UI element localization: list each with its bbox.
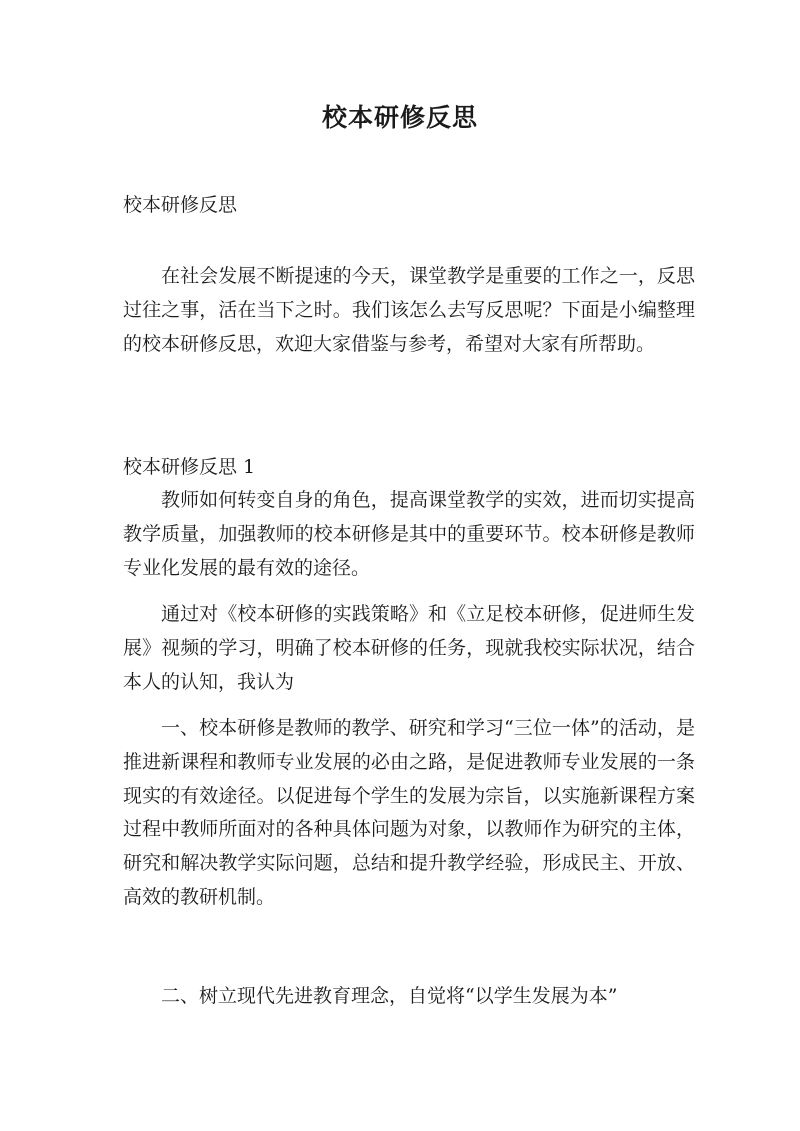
document-title: 校本研修反思 bbox=[321, 103, 478, 132]
document-subtitle: 校本研修反思 bbox=[123, 194, 238, 216]
body-paragraph-4: 二、树立现代先进教育理念，自觉将“以学生发展为本” bbox=[161, 985, 618, 1007]
intro-paragraph: 在社会发展不断提速的今天，课堂教学是重要的工作之一，反思过往之事，活在当下之时。我们该怎么去写反思呢？下面是小编整理的校本研修反思，欢迎大家借鉴与参考，希望对大家有所帮助。 bbox=[123, 265, 695, 355]
body-paragraph-3: 一、校本研修是教师的教学、研究和学习“三位一体”的活动，是推进新课程和教师专业发展的必由之路，是促进教师专业发展的一条现实的有效途径。以促进每个学生的发展为宗旨，以实施新课程方案过程中教师所面对的各种具体问题为对象，以教师作为研究的主体，研究和解决教学实际问题，总结和提升教学经验，形成民主、开放、高效的教研机制。 bbox=[123, 717, 695, 908]
section-heading: 校本研修反思 1 bbox=[123, 456, 256, 478]
body-paragraph-2: 通过对《校本研修的实践策略》和《立足校本研修，促进师生发展》视频的学习，明确了校本研修的任务，现就我校实际状况，结合本人的认知，我认为 bbox=[123, 603, 695, 693]
body-paragraph-1: 教师如何转变自身的角色，提高课堂教学的实效，进而切实提高教学质量，加强教师的校本研修是其中的重要环节。校本研修是教师专业化发展的最有效的途径。 bbox=[123, 489, 695, 579]
